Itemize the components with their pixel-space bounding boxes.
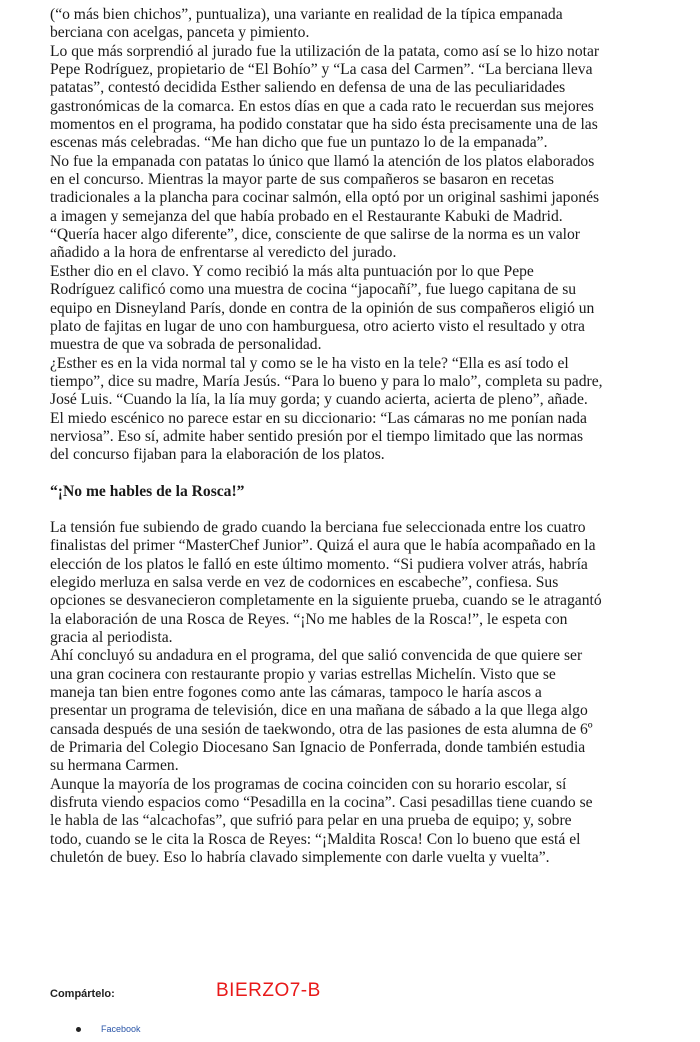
text-line: le habla de las “alcachofas”, que sufrió para pelar en una prueba de equipo; y, sobre bbox=[50, 812, 572, 830]
article-paragraphs-part-2 bbox=[50, 519, 700, 868]
text-line: añadido a la hora de enfrentarse al veredicto del jurado. bbox=[50, 244, 397, 262]
text-line: momentos en el programa, ha podido constatar que ha sido ésta precisamente una de las bbox=[50, 116, 598, 134]
text-line: tradicionales a la plancha para cocinar salmón, ella optó por un original sashimi japonés bbox=[50, 189, 600, 207]
text-line: presentar un programa de televisión, dice en una mañana de sábado a la que llega algo bbox=[50, 702, 588, 720]
bullet-icon bbox=[76, 1027, 81, 1032]
text-line: opciones se desvanecieron completamente en la siguiente prueba, cuando se le atragantó bbox=[50, 592, 602, 610]
article-body bbox=[50, 6, 700, 867]
text-line: Lo que más sorprendió al jurado fue la utilización de la patata, como así se lo hizo notar bbox=[50, 42, 600, 60]
text-line: escenas más celebradas. “Me han dicho que fue un puntazo lo de la empanada”. bbox=[50, 134, 548, 152]
text-line: tiempo”, dice su madre, María Jesús. “Para lo bueno y para lo malo”, completa su padre, bbox=[50, 372, 603, 390]
text-line: patatas”, contestó decidida Esther saliendo en defensa de una de las peculiaridades bbox=[50, 79, 566, 97]
facebook-share-link[interactable]: Facebook bbox=[101, 1024, 141, 1034]
section-heading: “¡No me hables de la Rosca!” bbox=[50, 482, 245, 500]
text-line: maneja tan bien entre fogones como ante las cámaras, tampoco le haría ascos a bbox=[50, 684, 542, 702]
text-line: en el concurso. Mientras la mayor parte de sus compañeros se basaron en recetas bbox=[50, 171, 555, 189]
text-line: gracia al periodista. bbox=[50, 629, 173, 646]
text-line: una gran cocinera con restaurante propio y varias estrellas Michelín. Visto que se bbox=[50, 665, 556, 683]
text-line: finalistas del primer “MasterChef Junior”. Quizá el aura que le había acompañado en la bbox=[50, 537, 596, 555]
text-line: La tensión fue subiendo de grado cuando la berciana fue seleccionada entre los cuatro bbox=[50, 518, 586, 536]
text-line: chuletón de buey. Eso lo habría clavado simplemente con darle vuelta y vuelta”. bbox=[50, 849, 550, 867]
text-line: equipo en Disneyland París, donde en contra de la opinión de sus compañeros eligió un bbox=[50, 299, 595, 317]
text-line: elección de los platos le falló en este último momento. “Si pudiera volver atrás, habría bbox=[50, 555, 588, 573]
text-line: la elaboración de una Rosca de Reyes. “¡No me hables de la Rosca!”, le espeta con bbox=[50, 610, 568, 628]
text-line: No fue la empanada con patatas lo único que llamó la atención de los platos elaborados bbox=[50, 152, 595, 170]
text-line: Aunque la mayoría de los programas de cocina coinciden con su horario escolar, sí bbox=[50, 775, 567, 793]
text-line: muestra de que va sobrada de personalidad. bbox=[50, 336, 322, 354]
share-list bbox=[76, 1024, 141, 1034]
text-line: elegido merluza en salsa verde en vez de codornices en escabeche”, confiesa. Sus bbox=[50, 573, 559, 591]
spacer bbox=[50, 465, 700, 483]
share-label: Compártelo: bbox=[50, 988, 115, 1000]
text-line: su hermana Carmen. bbox=[50, 757, 179, 775]
watermark-stamp: BIERZO7-B bbox=[216, 980, 321, 1001]
text-line: nerviosa”. Eso sí, admite haber sentido presión por el tiempo limitado que las normas bbox=[50, 427, 584, 445]
text-line: Pepe Rodríguez, propietario de “El Bohío” y “La casa del Carmen”. “La berciana lleva bbox=[50, 61, 593, 79]
share-item-facebook bbox=[76, 1024, 141, 1034]
text-line: gastronómicas de la comarca. En estos días en que a cada rato le recuerdan sus mejores bbox=[50, 97, 594, 115]
text-line: José Luis. “Cuando la lía, la lía muy gorda; y cuando acierta, acierta de pleno”, añade. bbox=[50, 391, 588, 409]
text-line: de Primaria del Colegio Diocesano San Ignacio de Ponferrada, donde también estudia bbox=[50, 739, 586, 757]
text-line: cansada después de una sesión de taekwondo, otra de las pasiones de esta alumna de 6º bbox=[50, 720, 593, 738]
text-line: Ahí concluyó su andadura en el programa, del que salió convencida de que quiere ser bbox=[50, 647, 583, 665]
text-line: El miedo escénico no parece estar en su diccionario: “Las cámaras no me ponían nada bbox=[50, 409, 587, 427]
text-line: berciana con acelgas, panceta y pimiento. bbox=[50, 24, 310, 42]
text-line: a imagen y semejanza del que había probado en el Restaurante Kabuki de Madrid. bbox=[50, 207, 563, 225]
text-line: Rodríguez calificó como una muestra de cocina “japocañí”, fue luego capitana de su bbox=[50, 281, 577, 299]
text-line: disfruta viendo espacios como “Pesadilla en la cocina”. Casi pesadillas tiene cuando se bbox=[50, 794, 593, 812]
text-line: plato de fajitas en lugar de uno con hamburguesa, otro acierto visto el resultado y otra bbox=[50, 317, 585, 335]
text-line: del concurso fijaban para la elaboración de los platos. bbox=[50, 446, 385, 464]
article-paragraphs-part-1 bbox=[50, 6, 700, 465]
text-line: “Quería hacer algo diferente”, dice, consciente de que salirse de la norma es un valor bbox=[50, 226, 580, 244]
text-line: Esther dio en el clavo. Y como recibió la más alta puntuación por lo que Pepe bbox=[50, 262, 534, 280]
text-line: (“o más bien chichos”, puntualiza), una variante en realidad de la típica empanada bbox=[50, 6, 563, 23]
text-line: todo, cuando se le cita la Rosca de Reyes: “¡Maldita Rosca! Con lo bueno que está el bbox=[50, 830, 581, 848]
text-line: ¿Esther es en la vida normal tal y como se le ha visto en la tele? “Ella es así todo el bbox=[50, 354, 569, 372]
spacer bbox=[50, 501, 700, 519]
